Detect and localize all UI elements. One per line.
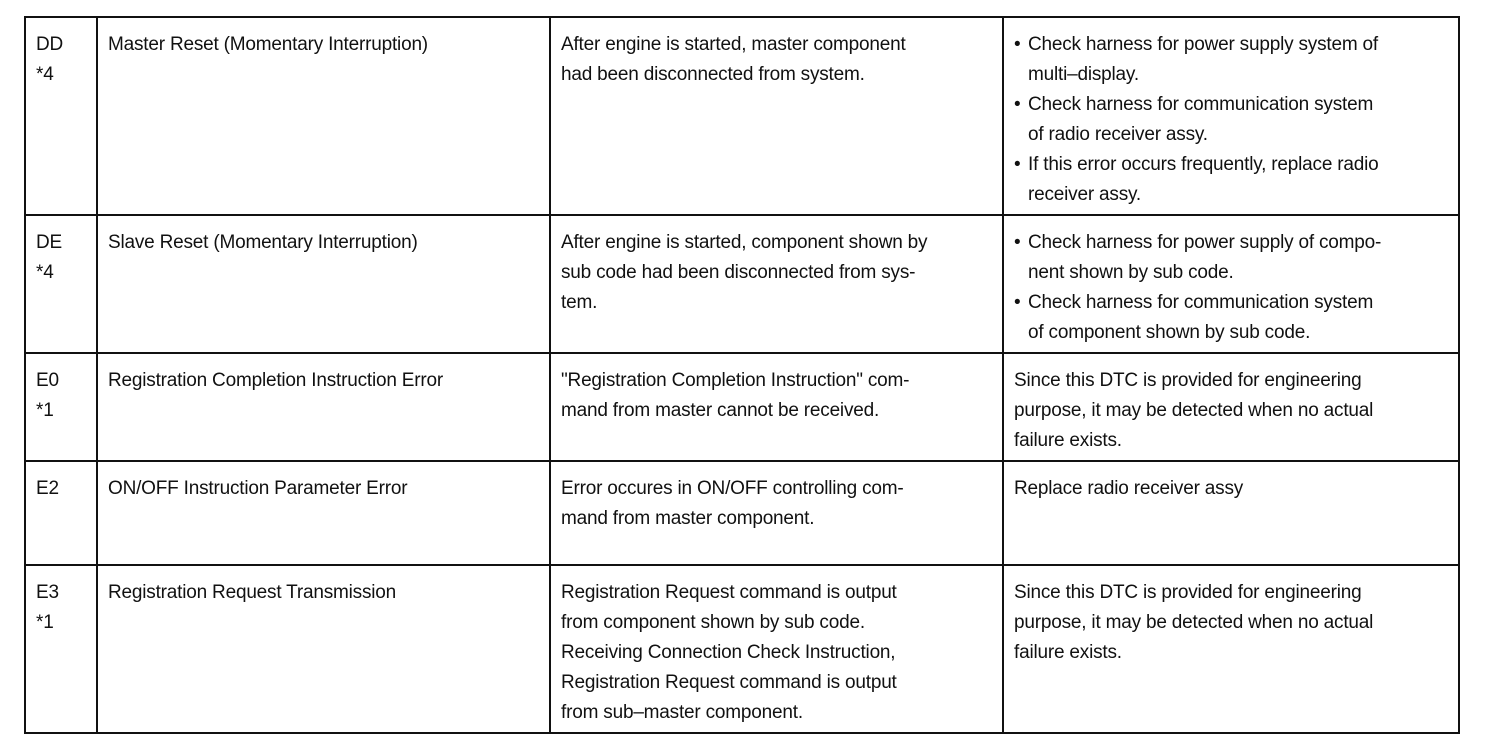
dtc-code: E3: [36, 582, 59, 603]
dtc-note: *4: [36, 64, 54, 85]
trouble-area-cell: [550, 215, 1003, 353]
dtc-note: *1: [36, 400, 54, 421]
trouble-area-line: Registration Request command is output: [561, 672, 897, 693]
remedy-line: Since this DTC is provided for engineering: [1014, 370, 1362, 391]
trouble-area-line: tem.: [561, 292, 598, 313]
table-row: [25, 215, 1459, 353]
dtc-note: *1: [36, 612, 54, 633]
dtc-code-cell: [25, 353, 97, 461]
dtc-code-cell: [25, 565, 97, 733]
dtc-code: DE: [36, 232, 62, 253]
detection-item: ON/OFF Instruction Parameter Error: [108, 478, 408, 499]
check-item-line: • Check harness for power supply of compo-: [1028, 232, 1382, 253]
trouble-area-line: from sub–master component.: [561, 702, 803, 723]
check-item-line: • If this error occurs frequently, replace radio: [1028, 154, 1379, 175]
trouble-area-line: mand from master cannot be received.: [561, 400, 880, 421]
remedy-cell: [1003, 353, 1459, 461]
check-item-line: of radio receiver assy.: [1028, 124, 1208, 145]
trouble-area-line: Receiving Connection Check Instruction,: [561, 642, 896, 663]
trouble-area-cell: [550, 461, 1003, 565]
check-item: [1014, 90, 1448, 150]
remedy-line: purpose, it may be detected when no actual: [1014, 612, 1374, 633]
detection-item-cell: [97, 215, 550, 353]
trouble-area-line: mand from master component.: [561, 508, 815, 529]
detection-item-cell: [97, 17, 550, 215]
check-item-line: • Check harness for communication system: [1028, 94, 1374, 115]
remedy-line: Since this DTC is provided for engineering: [1014, 582, 1362, 603]
table-row: [25, 17, 1459, 215]
dtc-code-cell: [25, 17, 97, 215]
trouble-area-line: Registration Request command is output: [561, 582, 897, 603]
remedy-cell: [1003, 565, 1459, 733]
detection-item-cell: [97, 353, 550, 461]
check-item-cell: [1003, 17, 1459, 215]
trouble-area-line: After engine is started, master component: [561, 34, 906, 55]
trouble-area-cell: [550, 565, 1003, 733]
check-item-line: • Check harness for communication system: [1028, 292, 1374, 313]
dtc-code: DD: [36, 34, 64, 55]
detection-item-cell: [97, 461, 550, 565]
check-item: [1014, 150, 1448, 210]
detection-item: Registration Request Transmission: [108, 582, 397, 603]
dtc-note: *4: [36, 262, 54, 283]
check-item-line: multi–display.: [1028, 64, 1139, 85]
remedy-cell: [1003, 461, 1459, 565]
detection-item-cell: [97, 565, 550, 733]
table-row: [25, 353, 1459, 461]
dtc-code: E0: [36, 370, 59, 391]
trouble-area-cell: [550, 17, 1003, 215]
check-item-line: • Check harness for power supply system of: [1028, 34, 1378, 55]
check-item-line: receiver assy.: [1028, 184, 1141, 205]
check-item-line: of component shown by sub code.: [1028, 322, 1311, 343]
detection-item: Slave Reset (Momentary Interruption): [108, 232, 418, 253]
remedy-line: purpose, it may be detected when no actual: [1014, 400, 1374, 421]
detection-item: Master Reset (Momentary Interruption): [108, 34, 428, 55]
check-item: [1014, 30, 1448, 90]
table-row: [25, 461, 1459, 565]
trouble-area-line: Error occures in ON/OFF controlling com-: [561, 478, 904, 499]
trouble-area-line: from component shown by sub code.: [561, 612, 865, 633]
trouble-area-line: "Registration Completion Instruction" com-: [561, 370, 910, 391]
dtc-code: E2: [36, 478, 59, 499]
check-item: [1014, 228, 1448, 288]
dtc-code-cell: [25, 461, 97, 565]
remedy-line: failure exists.: [1014, 430, 1122, 451]
trouble-area-line: After engine is started, component shown by: [561, 232, 928, 253]
detection-item: Registration Completion Instruction Error: [108, 370, 443, 391]
remedy-line: failure exists.: [1014, 642, 1122, 663]
check-item-cell: [1003, 215, 1459, 353]
trouble-area-line: sub code had been disconnected from sys-: [561, 262, 916, 283]
check-item: [1014, 288, 1448, 348]
dtc-table: [24, 16, 1460, 734]
remedy-line: Replace radio receiver assy: [1014, 478, 1244, 499]
table-row: [25, 565, 1459, 733]
dtc-code-cell: [25, 215, 97, 353]
trouble-area-cell: [550, 353, 1003, 461]
check-item-line: nent shown by sub code.: [1028, 262, 1234, 283]
trouble-area-line: had been disconnected from system.: [561, 64, 865, 85]
